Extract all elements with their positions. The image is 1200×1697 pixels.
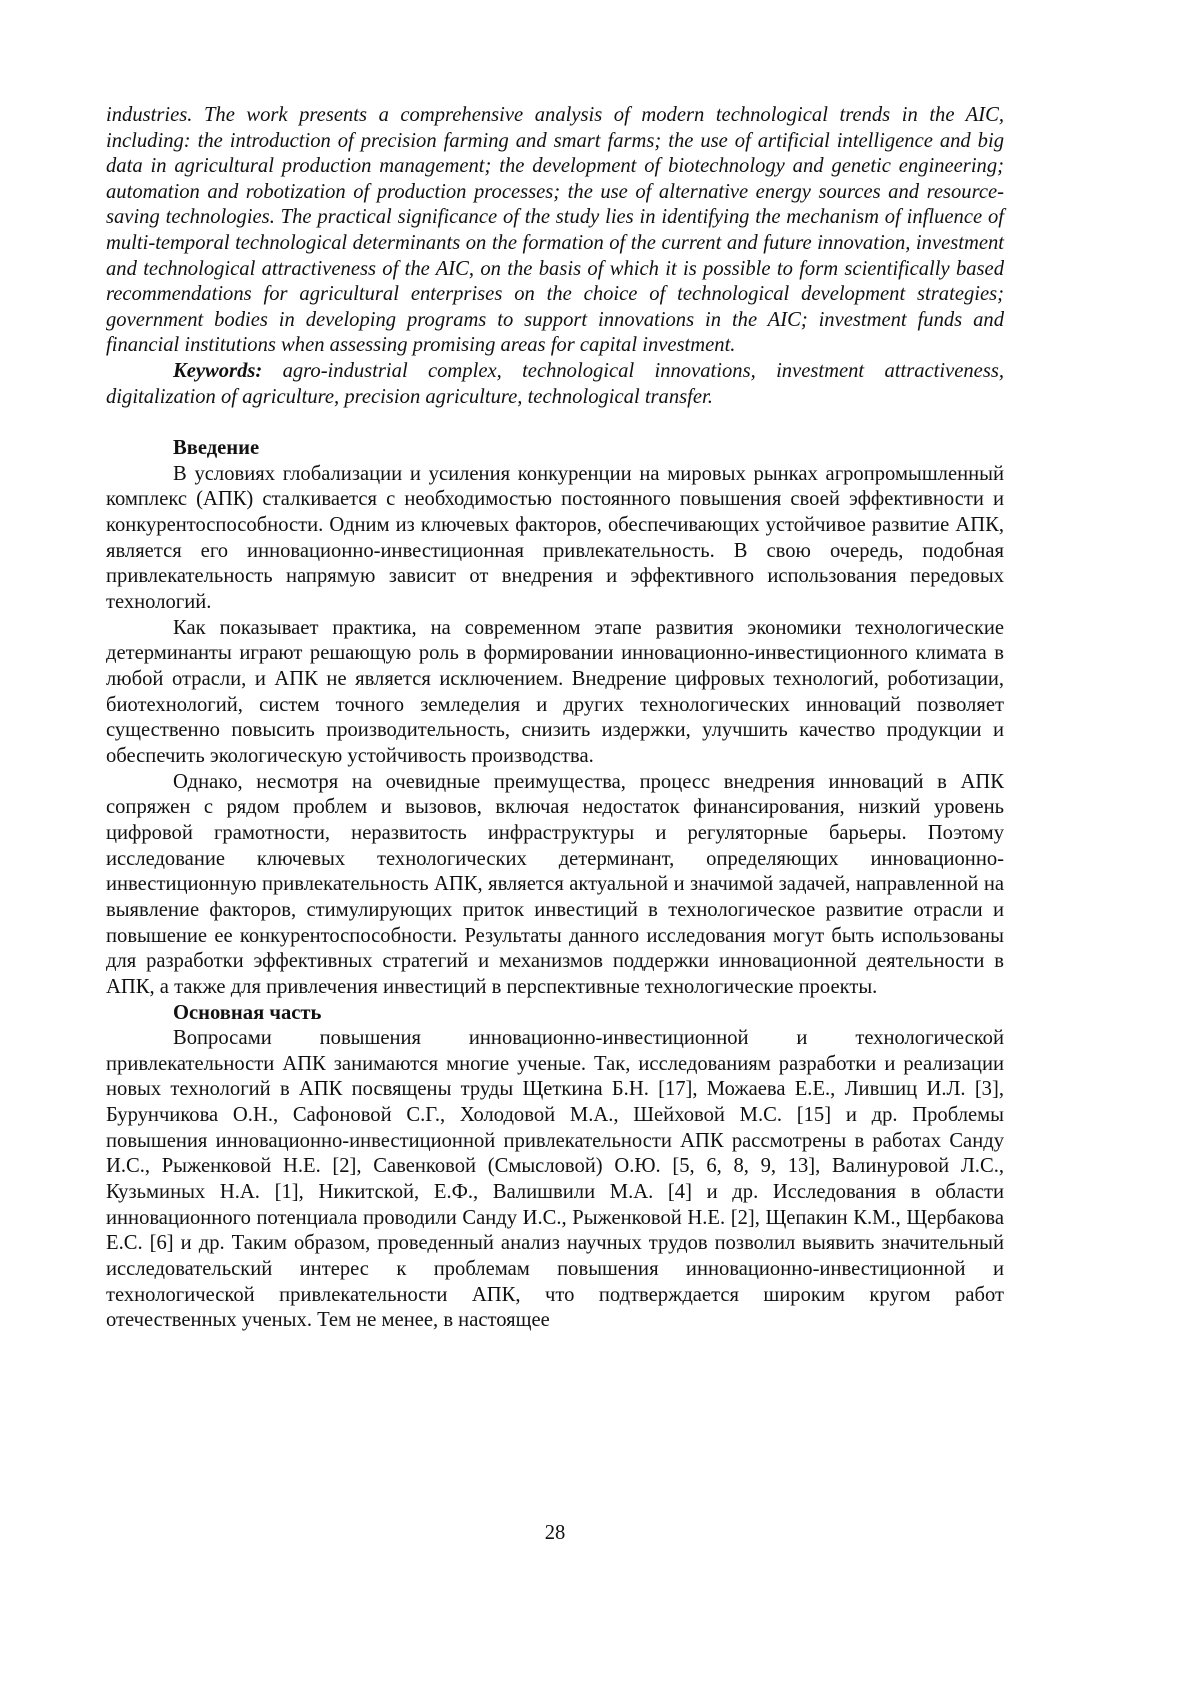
keywords-paragraph [106,359,1004,410]
document-page [106,103,1004,1544]
section-heading-main-part: Основная часть [173,1001,322,1024]
introduction-paragraph-1: В условиях глобализации и усиления конкуренции на мировых рынках агропромышленный комплекс (АПК) сталкивается с необходимостью постоянного повышения своей эффективности и конкурентоспособности. Одним из ключевых факторов, обеспечивающих устойчивое развитие АПК, является его инновационно-инвестиционная привлекательность. В свою очередь, подобная привлекательность напрямую зависит от внедрения и эффективного использования передовых технологий. [106,462,1004,613]
main-part-paragraph-1: Вопросами повышения инновационно-инвестиционной и технологической привлекательности АПК занимаются многие ученые. Так, исследованиям разработки и реализации новых технологий в АПК посвящены труды Щеткина Б.Н. [17], Можаева Е.Е., Лившиц И.Л. [3], Бурунчикова О.Н., Сафоновой С.Г., Холодовой М.А., Шейховой М.С. [15] и др. Проблемы повышения инновационно-инвестиционной привлекательности АПК рассмотрены в работах Санду И.С., Рыженковой Н.Е. [2], Савенковой (Смысловой) О.Ю. [5, 6, 8, 9, 13], Валинуровой Л.С., Кузьминых Н.А. [1], Никитской, Е.Ф., Валишвили М.А. [4] и др. Исследования в области инновационного потенциала проводили Санду И.С., Рыженковой Н.Е. [2], Щепакин К.М., Щербакова Е.С. [6] и др. Таким образом, проведенный анализ научных трудов позволил выявить значительный исследовательский интерес к проблемам повышения инновационно-инвестиционной и технологической привлекательности АПК, что подтверждается широким кругом работ отечественных ученых. Тем не менее, в настоящее [106,1027,1004,1332]
keywords-label: Keywords: [173,359,263,382]
page-number: 28 [544,1522,566,1544]
keywords-text: agro-industrial complex, technological innovations, investment attractiveness, digitalization of agriculture, precision agriculture, technological transfer. [106,359,1004,408]
section-heading-introduction: Введение [173,437,260,460]
spacer [106,410,1004,436]
abstract-continuation: industries. The work presents a comprehensive analysis of modern technological trends in the AIC, including: the introduction of precision farming and smart farms; the use of artificial intelligence and big data in agricultural production management; the development of biotechnology and genetic engineering; automation and robotization of production processes; the use of alternative energy sources and resource-saving technologies. The practical significance of the study lies in identifying the mechanism of influence of multi-temporal technological determinants on the formation of the current and future innovation, investment and technological attractiveness of the AIC, on the basis of which it is possible to form scientifically based recommendations for agricultural enterprises on the choice of technological development strategies; government bodies in developing programs to support innovations in the AIC; investment funds and financial institutions when assessing promising areas for capital investment. [106,104,1004,357]
introduction-paragraph-3: Однако, несмотря на очевидные преимущества, процесс внедрения инноваций в АПК сопряжен с рядом проблем и вызовов, включая недостаток финансирования, низкий уровень цифровой грамотности, неразвитость инфраструктуры и регуляторные барьеры. Поэтому исследование ключевых технологических детерминант, определяющих инновационно-инвестиционную привлекательность АПК, является актуальной и значимой задачей, направленной на выявление факторов, стимулирующих приток инвестиций в технологическое развитие отрасли и повышение ее конкурентоспособности. Результаты данного исследования могут быть использованы для разработки эффективных стратегий и механизмов поддержки инновационной деятельности в АПК, а также для привлечения инвестиций в перспективные технологические проекты. [106,770,1004,998]
introduction-paragraph-2: Как показывает практика, на современном этапе развития экономики технологические детерминанты играют решающую роль в формировании инновационно-инвестиционного климата в любой отрасли, и АПК не является исключением. Внедрение цифровых технологий, роботизации, биотехнологий, систем точного земледелия и других технологических инноваций позволяет существенно повысить производительность, снизить издержки, улучшить качество продукции и обеспечить экологическую устойчивость производства. [106,616,1004,767]
